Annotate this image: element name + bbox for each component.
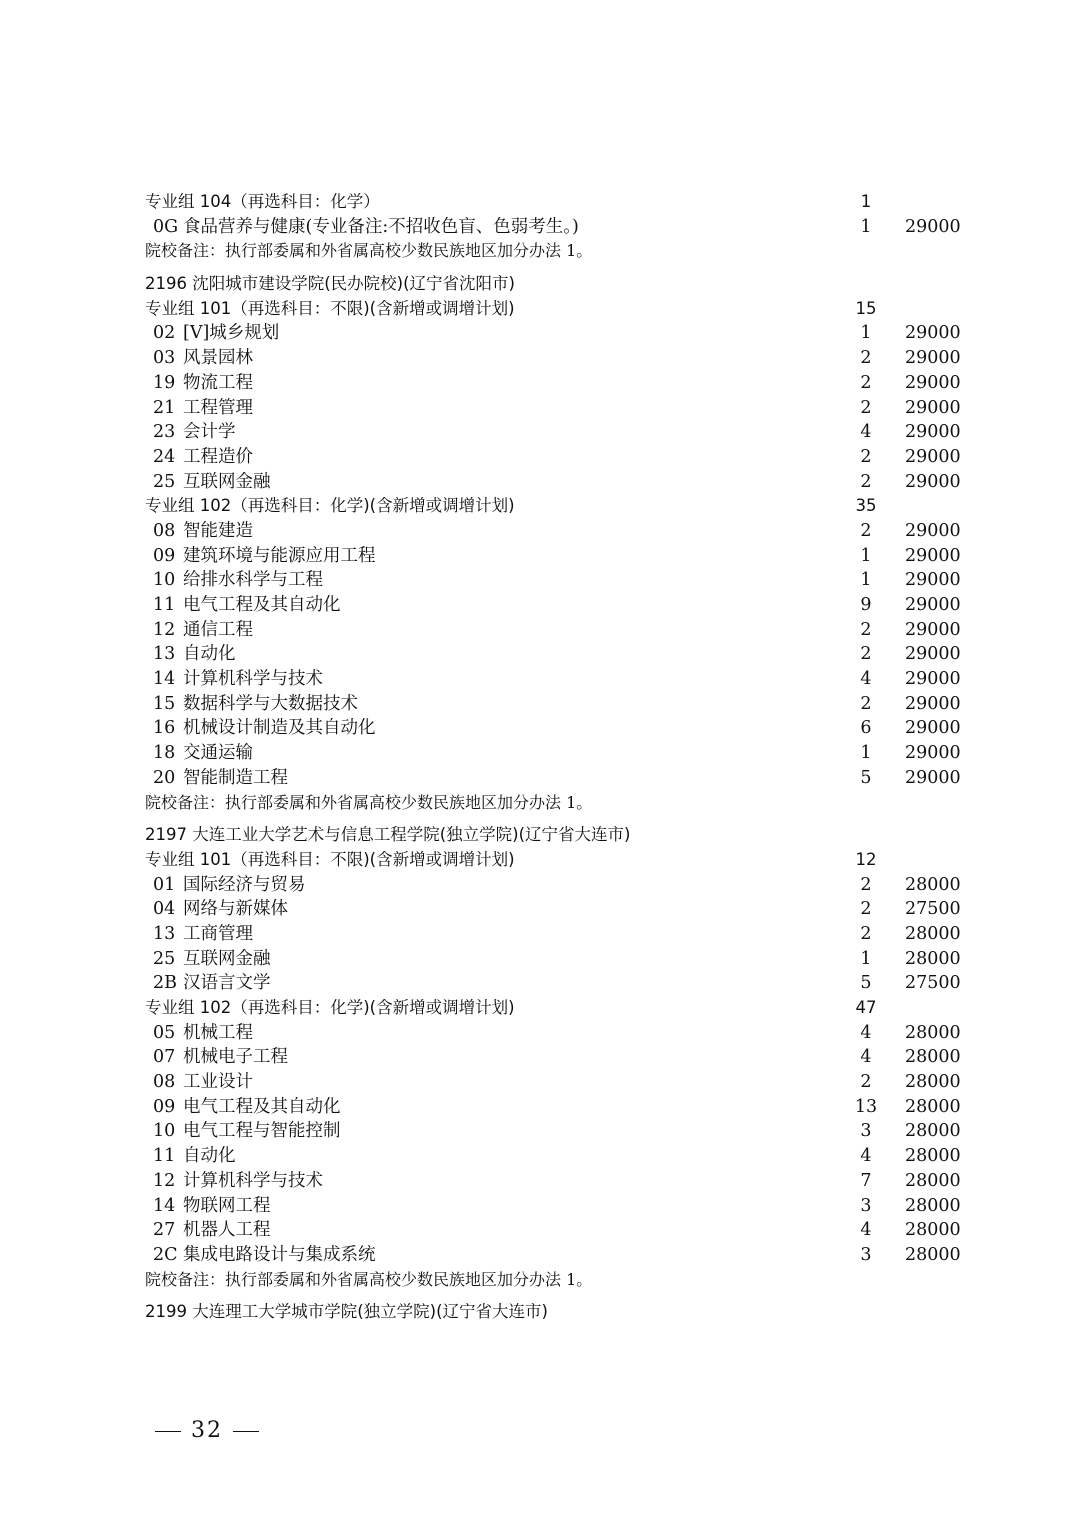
major-name: 数据科学与大数据技术 — [183, 693, 358, 714]
major-fee: 29000 — [905, 216, 961, 237]
major-count: 2 — [860, 397, 872, 418]
major-count: 9 — [860, 595, 872, 615]
major-row — [145, 667, 975, 692]
major-code: 27 — [153, 1220, 176, 1241]
major-name: 计算机科学与技术 — [183, 1170, 323, 1191]
major-count: 2 — [860, 520, 872, 541]
school-note-row — [145, 1268, 975, 1293]
major-code: 02 — [153, 323, 176, 344]
group-header-row — [145, 996, 975, 1021]
major-label — [153, 873, 306, 898]
major-row — [145, 321, 975, 346]
major-code: 14 — [153, 669, 176, 690]
major-count: 4 — [860, 1220, 872, 1241]
major-fee: 29000 — [905, 446, 961, 467]
major-code: 10 — [153, 1121, 176, 1142]
major-fee: 29000 — [905, 718, 961, 739]
major-code: 09 — [153, 545, 176, 566]
major-name: 智能建造 — [183, 520, 253, 541]
major-count: 2 — [860, 923, 872, 944]
major-name: [V]城乡规划 — [183, 323, 280, 344]
major-count: 3 — [860, 1244, 872, 1265]
major-count: 2 — [860, 348, 872, 369]
major-code: 15 — [153, 693, 176, 714]
major-count: 1 — [860, 948, 872, 969]
major-name: 工程管理 — [183, 397, 253, 418]
major-label — [153, 692, 358, 717]
major-fee: 29000 — [905, 669, 961, 690]
major-name: 智能制造工程 — [183, 767, 288, 788]
major-label — [153, 445, 253, 470]
major-name: 物流工程 — [183, 372, 253, 393]
major-fee: 28000 — [905, 1047, 961, 1068]
major-count: 1 — [860, 216, 872, 237]
major-label — [153, 1119, 341, 1144]
major-row — [145, 766, 975, 791]
major-row — [145, 371, 975, 396]
major-row — [145, 1045, 975, 1070]
major-count: 13 — [854, 1096, 878, 1117]
major-label — [153, 346, 253, 371]
major-label — [153, 716, 376, 741]
major-code: 23 — [153, 422, 176, 443]
major-label — [153, 420, 236, 445]
major-label — [153, 922, 253, 947]
major-name: 互联网金融 — [183, 471, 271, 492]
major-code: 13 — [153, 644, 176, 665]
school-header-row — [145, 1300, 975, 1325]
group-header-row — [145, 190, 975, 215]
major-name: 电气工程及其自动化 — [183, 1096, 341, 1117]
major-count: 2 — [860, 446, 872, 467]
major-count: 2 — [860, 899, 872, 920]
group-label: 专业组 102（再选科目：化学)(含新增或调增计划) — [145, 496, 515, 516]
major-count: 2 — [860, 372, 872, 393]
major-code: 2B — [153, 973, 177, 994]
major-fee: 29000 — [905, 397, 961, 418]
group-header-row — [145, 848, 975, 873]
page-number — [145, 1418, 269, 1443]
major-fee: 28000 — [905, 1096, 961, 1117]
major-row — [145, 971, 975, 996]
page-number-text: 32 — [191, 1418, 223, 1443]
major-label — [153, 1169, 323, 1194]
major-row — [145, 716, 975, 741]
major-label — [153, 971, 271, 996]
major-row — [145, 947, 975, 972]
major-count: 2 — [860, 874, 872, 895]
major-row — [145, 873, 975, 898]
major-row — [145, 692, 975, 717]
major-name: 物联网工程 — [183, 1195, 271, 1216]
major-code: 20 — [153, 767, 176, 788]
major-fee: 29000 — [905, 520, 961, 541]
major-code: 05 — [153, 1022, 176, 1043]
school-note: 院校备注：执行部委属和外省属高校少数民族地区加分办法 1。 — [145, 792, 593, 812]
major-label — [153, 568, 323, 593]
major-fee: 29000 — [905, 422, 961, 443]
major-code: 08 — [153, 1072, 176, 1093]
major-label — [153, 618, 253, 643]
major-row — [145, 897, 975, 922]
major-name: 集成电路设计与集成系统 — [183, 1244, 376, 1265]
major-row — [145, 741, 975, 766]
major-label — [153, 544, 376, 569]
major-name: 网络与新媒体 — [183, 899, 288, 920]
major-name: 食品营养与健康(专业备注:不招收色盲、色弱考生。) — [183, 216, 579, 237]
group-label: 专业组 104（再选科目：化学） — [145, 192, 380, 211]
admission-plan-list — [145, 190, 975, 1325]
major-row — [145, 396, 975, 421]
major-label — [153, 1194, 271, 1219]
major-row — [145, 922, 975, 947]
major-fee: 29000 — [905, 545, 961, 566]
major-count: 2 — [860, 471, 872, 492]
major-count: 4 — [860, 1022, 872, 1043]
group-count: 1 — [860, 192, 872, 211]
major-label — [153, 1095, 341, 1120]
major-label — [153, 1144, 236, 1169]
major-row — [145, 593, 975, 618]
major-row — [145, 445, 975, 470]
major-label — [153, 470, 271, 495]
major-row — [145, 642, 975, 667]
major-fee: 28000 — [905, 1146, 961, 1167]
major-fee: 27500 — [905, 973, 961, 994]
major-count: 6 — [860, 718, 872, 739]
major-name: 会计学 — [183, 422, 236, 443]
major-row — [145, 618, 975, 643]
major-name: 电气工程及其自动化 — [183, 595, 341, 615]
major-name: 机械工程 — [183, 1022, 253, 1043]
major-name: 机械设计制造及其自动化 — [183, 718, 376, 739]
dash-left — [155, 1431, 181, 1432]
group-header-row — [145, 297, 975, 322]
major-code: 18 — [153, 743, 176, 764]
major-fee: 29000 — [905, 743, 961, 764]
major-code: 13 — [153, 923, 176, 944]
major-code: 10 — [153, 570, 176, 591]
major-count: 5 — [860, 973, 872, 994]
major-row — [145, 1021, 975, 1046]
major-row — [145, 1218, 975, 1243]
group-label: 专业组 101（再选科目：不限)(含新增或调增计划) — [145, 849, 515, 869]
major-row — [145, 1169, 975, 1194]
major-code: 25 — [153, 471, 176, 492]
major-fee: 28000 — [905, 1244, 961, 1265]
group-header-row — [145, 494, 975, 519]
major-row — [145, 1194, 975, 1219]
major-name: 风景园林 — [183, 348, 253, 369]
school-label: 2196 沈阳城市建设学院(民办院校)(辽宁省沈阳市) — [145, 274, 515, 294]
group-count: 47 — [855, 998, 877, 1017]
major-count: 2 — [860, 619, 872, 640]
school-header-row — [145, 823, 975, 848]
major-row — [145, 519, 975, 544]
major-fee: 29000 — [905, 471, 961, 492]
group-label: 专业组 101（再选科目：不限)(含新增或调增计划) — [145, 298, 515, 318]
major-row — [145, 568, 975, 593]
major-code: 11 — [153, 595, 176, 615]
major-count: 1 — [860, 743, 872, 764]
major-fee: 28000 — [905, 1072, 961, 1093]
major-row — [145, 1070, 975, 1095]
major-row — [145, 346, 975, 371]
major-code: 09 — [153, 1096, 176, 1117]
major-fee: 29000 — [905, 644, 961, 665]
major-name: 交通运输 — [183, 743, 253, 764]
major-label — [153, 321, 279, 346]
major-fee: 28000 — [905, 948, 961, 969]
major-label — [153, 1218, 271, 1243]
major-label — [153, 593, 341, 618]
major-label — [153, 667, 323, 692]
major-name: 汉语言文学 — [183, 973, 271, 994]
major-row — [145, 1144, 975, 1169]
group-count: 35 — [855, 496, 877, 516]
major-code: 2C — [153, 1244, 178, 1265]
school-label: 2199 大连理工大学城市学院(独立学院)(辽宁省大连市) — [145, 1302, 548, 1322]
major-fee: 28000 — [905, 1121, 961, 1142]
major-code: 0G — [153, 216, 179, 237]
major-label — [153, 1021, 253, 1046]
major-name: 工业设计 — [183, 1072, 253, 1093]
major-label — [153, 766, 288, 791]
school-note-row — [145, 791, 975, 816]
major-count: 1 — [860, 323, 872, 344]
major-fee: 28000 — [905, 874, 961, 895]
major-row — [145, 215, 975, 240]
major-name: 电气工程与智能控制 — [183, 1121, 341, 1142]
major-name: 建筑环境与能源应用工程 — [183, 545, 376, 566]
major-code: 08 — [153, 520, 176, 541]
major-label — [153, 741, 253, 766]
major-name: 给排水科学与工程 — [183, 570, 323, 591]
major-count: 3 — [860, 1195, 872, 1216]
major-code: 19 — [153, 372, 176, 393]
major-name: 通信工程 — [183, 619, 253, 640]
school-note: 院校备注：执行部委属和外省属高校少数民族地区加分办法 1。 — [145, 241, 593, 261]
group-count: 15 — [855, 298, 877, 318]
major-row — [145, 470, 975, 495]
major-name: 互联网金融 — [183, 948, 271, 969]
major-label — [153, 897, 288, 922]
major-label — [153, 642, 236, 667]
major-count: 5 — [860, 767, 872, 788]
dash-right — [233, 1431, 259, 1432]
school-header-row — [145, 272, 975, 297]
major-row — [145, 1119, 975, 1144]
major-count: 4 — [860, 669, 872, 690]
major-row — [145, 420, 975, 445]
major-count: 4 — [860, 1047, 872, 1068]
major-fee: 29000 — [905, 767, 961, 788]
major-fee: 28000 — [905, 1170, 961, 1191]
major-fee: 29000 — [905, 348, 961, 369]
major-fee: 29000 — [905, 323, 961, 344]
major-code: 01 — [153, 874, 176, 895]
major-code: 03 — [153, 348, 176, 369]
major-code: 25 — [153, 948, 176, 969]
major-row — [145, 1243, 975, 1268]
major-label — [153, 519, 253, 544]
major-fee: 28000 — [905, 1022, 961, 1043]
major-fee: 29000 — [905, 595, 961, 615]
major-count: 2 — [860, 1072, 872, 1093]
major-label — [153, 215, 579, 240]
major-name: 自动化 — [183, 644, 236, 665]
major-code: 04 — [153, 899, 176, 920]
major-fee: 29000 — [905, 619, 961, 640]
major-label — [153, 396, 253, 421]
major-label — [153, 947, 271, 972]
major-count: 2 — [860, 644, 872, 665]
major-count: 4 — [860, 1146, 872, 1167]
major-name: 自动化 — [183, 1146, 236, 1167]
major-count: 1 — [860, 570, 872, 591]
major-row — [145, 1095, 975, 1120]
major-code: 12 — [153, 1170, 176, 1191]
major-code: 07 — [153, 1047, 176, 1068]
major-label — [153, 371, 253, 396]
group-count: 12 — [855, 849, 877, 869]
major-code: 24 — [153, 446, 176, 467]
major-label — [153, 1243, 376, 1268]
major-label — [153, 1045, 288, 1070]
major-name: 工程造价 — [183, 446, 253, 467]
major-count: 1 — [860, 545, 872, 566]
major-count: 2 — [860, 693, 872, 714]
major-fee: 29000 — [905, 570, 961, 591]
major-name: 工商管理 — [183, 923, 253, 944]
major-code: 16 — [153, 718, 176, 739]
major-count: 7 — [860, 1170, 872, 1191]
major-fee: 28000 — [905, 1220, 961, 1241]
school-note-row — [145, 239, 975, 264]
major-code: 12 — [153, 619, 176, 640]
major-label — [153, 1070, 253, 1095]
major-code: 11 — [153, 1146, 176, 1167]
major-name: 国际经济与贸易 — [183, 874, 306, 895]
major-name: 计算机科学与技术 — [183, 669, 323, 690]
major-fee: 27500 — [905, 899, 961, 920]
major-name: 机械电子工程 — [183, 1047, 288, 1068]
major-count: 4 — [860, 422, 872, 443]
major-row — [145, 544, 975, 569]
major-code: 21 — [153, 397, 176, 418]
school-note: 院校备注：执行部委属和外省属高校少数民族地区加分办法 1。 — [145, 1269, 593, 1289]
major-fee: 29000 — [905, 693, 961, 714]
major-count: 3 — [860, 1121, 872, 1142]
major-name: 机器人工程 — [183, 1220, 271, 1241]
major-fee: 28000 — [905, 1195, 961, 1216]
school-label: 2197 大连工业大学艺术与信息工程学院(独立学院)(辽宁省大连市) — [145, 825, 631, 845]
major-code: 14 — [153, 1195, 176, 1216]
major-fee: 28000 — [905, 923, 961, 944]
group-label: 专业组 102（再选科目：化学)(含新增或调增计划) — [145, 998, 515, 1017]
major-fee: 29000 — [905, 372, 961, 393]
